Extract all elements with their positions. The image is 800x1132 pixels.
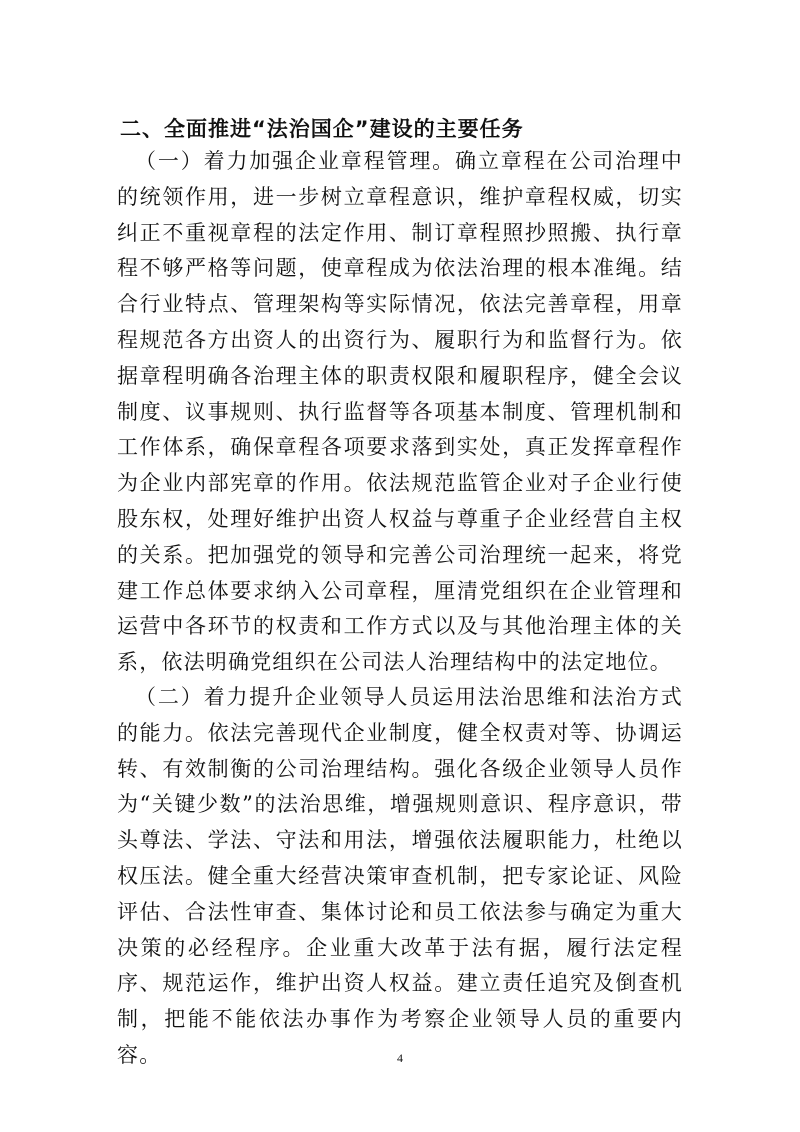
page-number: 4 bbox=[397, 1051, 403, 1065]
paragraph-2: （二）着力提升企业领导人员运用法治思维和法治方式的能力。依法完善现代企业制度，健全权责对等、协调运转、有效制衡的公司治理结构。强化各级企业领导人员作为“关键少数”的法治思维，增强规则意识、程序意识，带头尊法、学法、守法和用法，增强依法履职能力，杜绝以权压法。健全重大经营决策审查机制，把专家论证、风险评估、合法性审查、集体讨论和员工依法参与确定为重大决策的必经程序。企业重大改革于法有据，履行法定程序、规范运作，维护出资人权益。建立责任追究及倒查机制，把能不能依法办事作为考察企业领导人员的重要内容。 bbox=[117, 685, 683, 1067]
section-heading: 二、全面推进“法治国企”建设的主要任务 bbox=[120, 117, 524, 141]
paragraph-1: （一）着力加强企业章程管理。确立章程在公司治理中的统领作用，进一步树立章程意识，维护章程权威，切实纠正不重视章程的法定作用、制订章程照抄照搬、执行章程不够严格等问题，使章程成为依法治理的根本准绳。结合行业特点、管理架构等实际情况，依法完善章程，用章程规范各方出资人的出资行为、履职行为和监督行为。依据章程明确各治理主体的职责权限和履职程序，健全会议制度、议事规则、执行监督等各项基本制度、管理机制和工作体系，确保章程各项要求落到实处，真正发挥章程作为企业内部宪章的作用。依法规范监管企业对子企业行使股东权，处理好维护出资人权益与尊重子企业经营自主权的关系。把加强党的领导和完善公司治理统一起来，将党建工作总体要求纳入公司章程，厘清党组织在企业管理和运营中各环节的权责和工作方式以及与其他治理主体的关系，依法明确党组织在公司法人治理结构中的法定地位。 bbox=[117, 149, 683, 675]
